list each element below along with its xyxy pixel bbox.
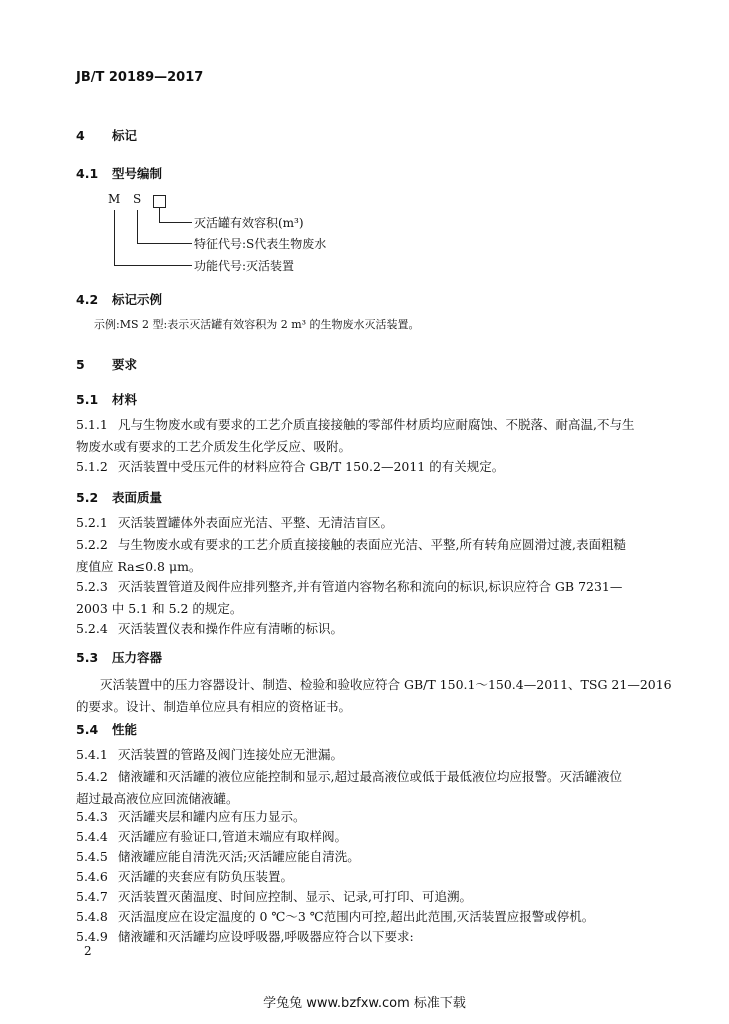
section-title: 标记示例: [112, 292, 163, 307]
clause-number: 5.4.2: [76, 769, 108, 784]
clause-5-4-4: [76, 826, 347, 848]
label-volume: 灭活罐有效容积(m³): [194, 216, 304, 230]
clause-text: 灭活罐应有验证口,管道末端应有取样阀。: [118, 829, 347, 844]
clause-text: 超过最高液位应回流储液罐。: [76, 791, 239, 806]
section-title: 材料: [112, 392, 138, 407]
clause-5-2-3: [76, 576, 622, 620]
section-5-3-heading: [76, 648, 162, 666]
clause-number: 5.4.5: [76, 849, 108, 864]
section-title: 表面质量: [112, 490, 163, 505]
section-4-2-heading: [76, 290, 162, 308]
page-number: 2: [84, 944, 92, 958]
section-number: 4: [76, 128, 85, 143]
marking-example: 示例:MS 2 型:表示灭活罐有效容积为 2 m³ 的生物废水灭活装置。: [94, 318, 420, 331]
clause-text: 储液罐和灭活罐的液位应能控制和显示,超过最高液位或低于最低液位均应报警。灭活罐液位: [118, 769, 622, 784]
section-number: 5.3: [76, 650, 99, 665]
clause-5-3: [76, 674, 672, 718]
code-letter-s: S: [133, 192, 142, 206]
leader-line: [114, 210, 115, 265]
section-4-1-heading: [76, 164, 162, 182]
clause-number: 5.4.1: [76, 747, 108, 762]
clause-number: 5.1.2: [76, 459, 108, 474]
section-number: 5.1: [76, 392, 99, 407]
section-number: 5: [76, 357, 85, 372]
clause-5-4-1: [76, 744, 343, 766]
leader-line: [159, 208, 160, 222]
clause-5-4-2: [76, 766, 622, 810]
clause-text: 灭活温度应在设定温度的 0 ℃～3 ℃范围内可控,超出此范围,灭活装置应报警或停机。: [118, 909, 595, 924]
clause-text: 物废水或有要求的工艺介质发生化学反应、吸附。: [76, 439, 352, 454]
clause-text: 灭活装置罐体外表面应光洁、平整、无清洁盲区。: [118, 515, 394, 530]
clause-5-4-5: [76, 846, 360, 868]
clause-5-4-3: [76, 806, 306, 828]
standard-number: JB/T 20189—2017: [76, 70, 204, 85]
clause-number: 5.4.8: [76, 909, 108, 924]
clause-5-1-1: [76, 414, 634, 458]
clause-text: 凡与生物废水或有要求的工艺介质直接接触的零部件材质均应耐腐蚀、不脱落、耐高温,不与生: [118, 417, 635, 432]
clause-text: 度值应 Ra≤0.8 μm。: [76, 559, 202, 574]
clause-number: 5.4.3: [76, 809, 108, 824]
leader-line: [137, 210, 138, 243]
section-4-heading: [76, 126, 137, 144]
clause-text: 灭活罐的夹套应有防负压装置。: [118, 869, 294, 884]
clause-text: 灭活装置中受压元件的材料应符合 GB/T 150.2—2011 的有关规定。: [118, 459, 505, 474]
clause-5-4-8: [76, 906, 594, 928]
clause-number: 5.2.4: [76, 621, 108, 636]
section-5-2-heading: [76, 488, 162, 506]
clause-number: 5.4.4: [76, 829, 108, 844]
section-number: 5.4: [76, 722, 99, 737]
clause-5-2-1: [76, 512, 393, 534]
code-letter-m: M: [108, 192, 121, 206]
section-5-4-heading: [76, 720, 137, 738]
clause-number: 5.4.9: [76, 929, 108, 944]
clause-number: 5.2.1: [76, 515, 108, 530]
section-title: 压力容器: [112, 650, 163, 665]
clause-text: 灭活装置的管路及阀门连接处应无泄漏。: [118, 747, 344, 762]
clause-5-2-4: [76, 618, 343, 640]
section-title: 型号编制: [112, 166, 163, 181]
clause-text: 灭活装置仪表和操作件应有清晰的标识。: [118, 621, 344, 636]
clause-5-1-2: [76, 456, 504, 478]
label-feature: 特征代号:S代表生物废水: [194, 237, 327, 251]
clause-5-2-2: [76, 534, 626, 578]
leader-line: [114, 265, 192, 266]
clause-5-4-6: [76, 866, 293, 888]
clause-5-4-9: [76, 926, 414, 948]
clause-number: 5.2.2: [76, 537, 108, 552]
footer-watermark: 学兔兔 www.bzfxw.com 标准下载: [263, 996, 466, 1011]
clause-text: 灭活装置管道及阀件应排列整齐,并有管道内容物名称和流向的标识,标识应符合 GB 7231—: [118, 579, 623, 594]
clause-text: 灭活装置中的压力容器设计、制造、检验和验收应符合 GB/T 150.1～150.4—2011、TSG 21—2016: [100, 677, 672, 692]
section-5-heading: [76, 355, 137, 373]
clause-text: 储液罐应能自清洗灭活;灭活罐应能自清洗。: [118, 849, 360, 864]
clause-text: 2003 中 5.1 和 5.2 的规定。: [76, 601, 243, 616]
leader-line: [137, 243, 192, 244]
clause-number: 5.4.6: [76, 869, 108, 884]
clause-text: 的要求。设计、制造单位应具有相应的资格证书。: [76, 699, 352, 714]
section-5-1-heading: [76, 390, 137, 408]
section-title: 标记: [112, 128, 138, 143]
clause-text: 与生物废水或有要求的工艺介质直接接触的表面应光洁、平整,所有转角应圆滑过渡,表面粗糙: [118, 537, 626, 552]
section-title: 性能: [112, 722, 138, 737]
section-title: 要求: [112, 357, 138, 372]
clause-number: 5.2.3: [76, 579, 108, 594]
label-function: 功能代号:灭活装置: [194, 259, 295, 273]
clause-number: 5.4.7: [76, 889, 108, 904]
clause-text: 储液罐和灭活罐均应设呼吸器,呼吸器应符合以下要求:: [118, 929, 414, 944]
clause-text: 灭活罐夹层和罐内应有压力显示。: [118, 809, 306, 824]
clause-5-4-7: [76, 886, 472, 908]
section-number: 5.2: [76, 490, 99, 505]
volume-placeholder-box: [153, 195, 166, 208]
section-number: 4.1: [76, 166, 99, 181]
section-number: 4.2: [76, 292, 99, 307]
clause-number: 5.1.1: [76, 417, 108, 432]
clause-text: 灭活装置灭菌温度、时间应控制、显示、记录,可打印、可追溯。: [118, 889, 472, 904]
leader-line: [159, 222, 192, 223]
